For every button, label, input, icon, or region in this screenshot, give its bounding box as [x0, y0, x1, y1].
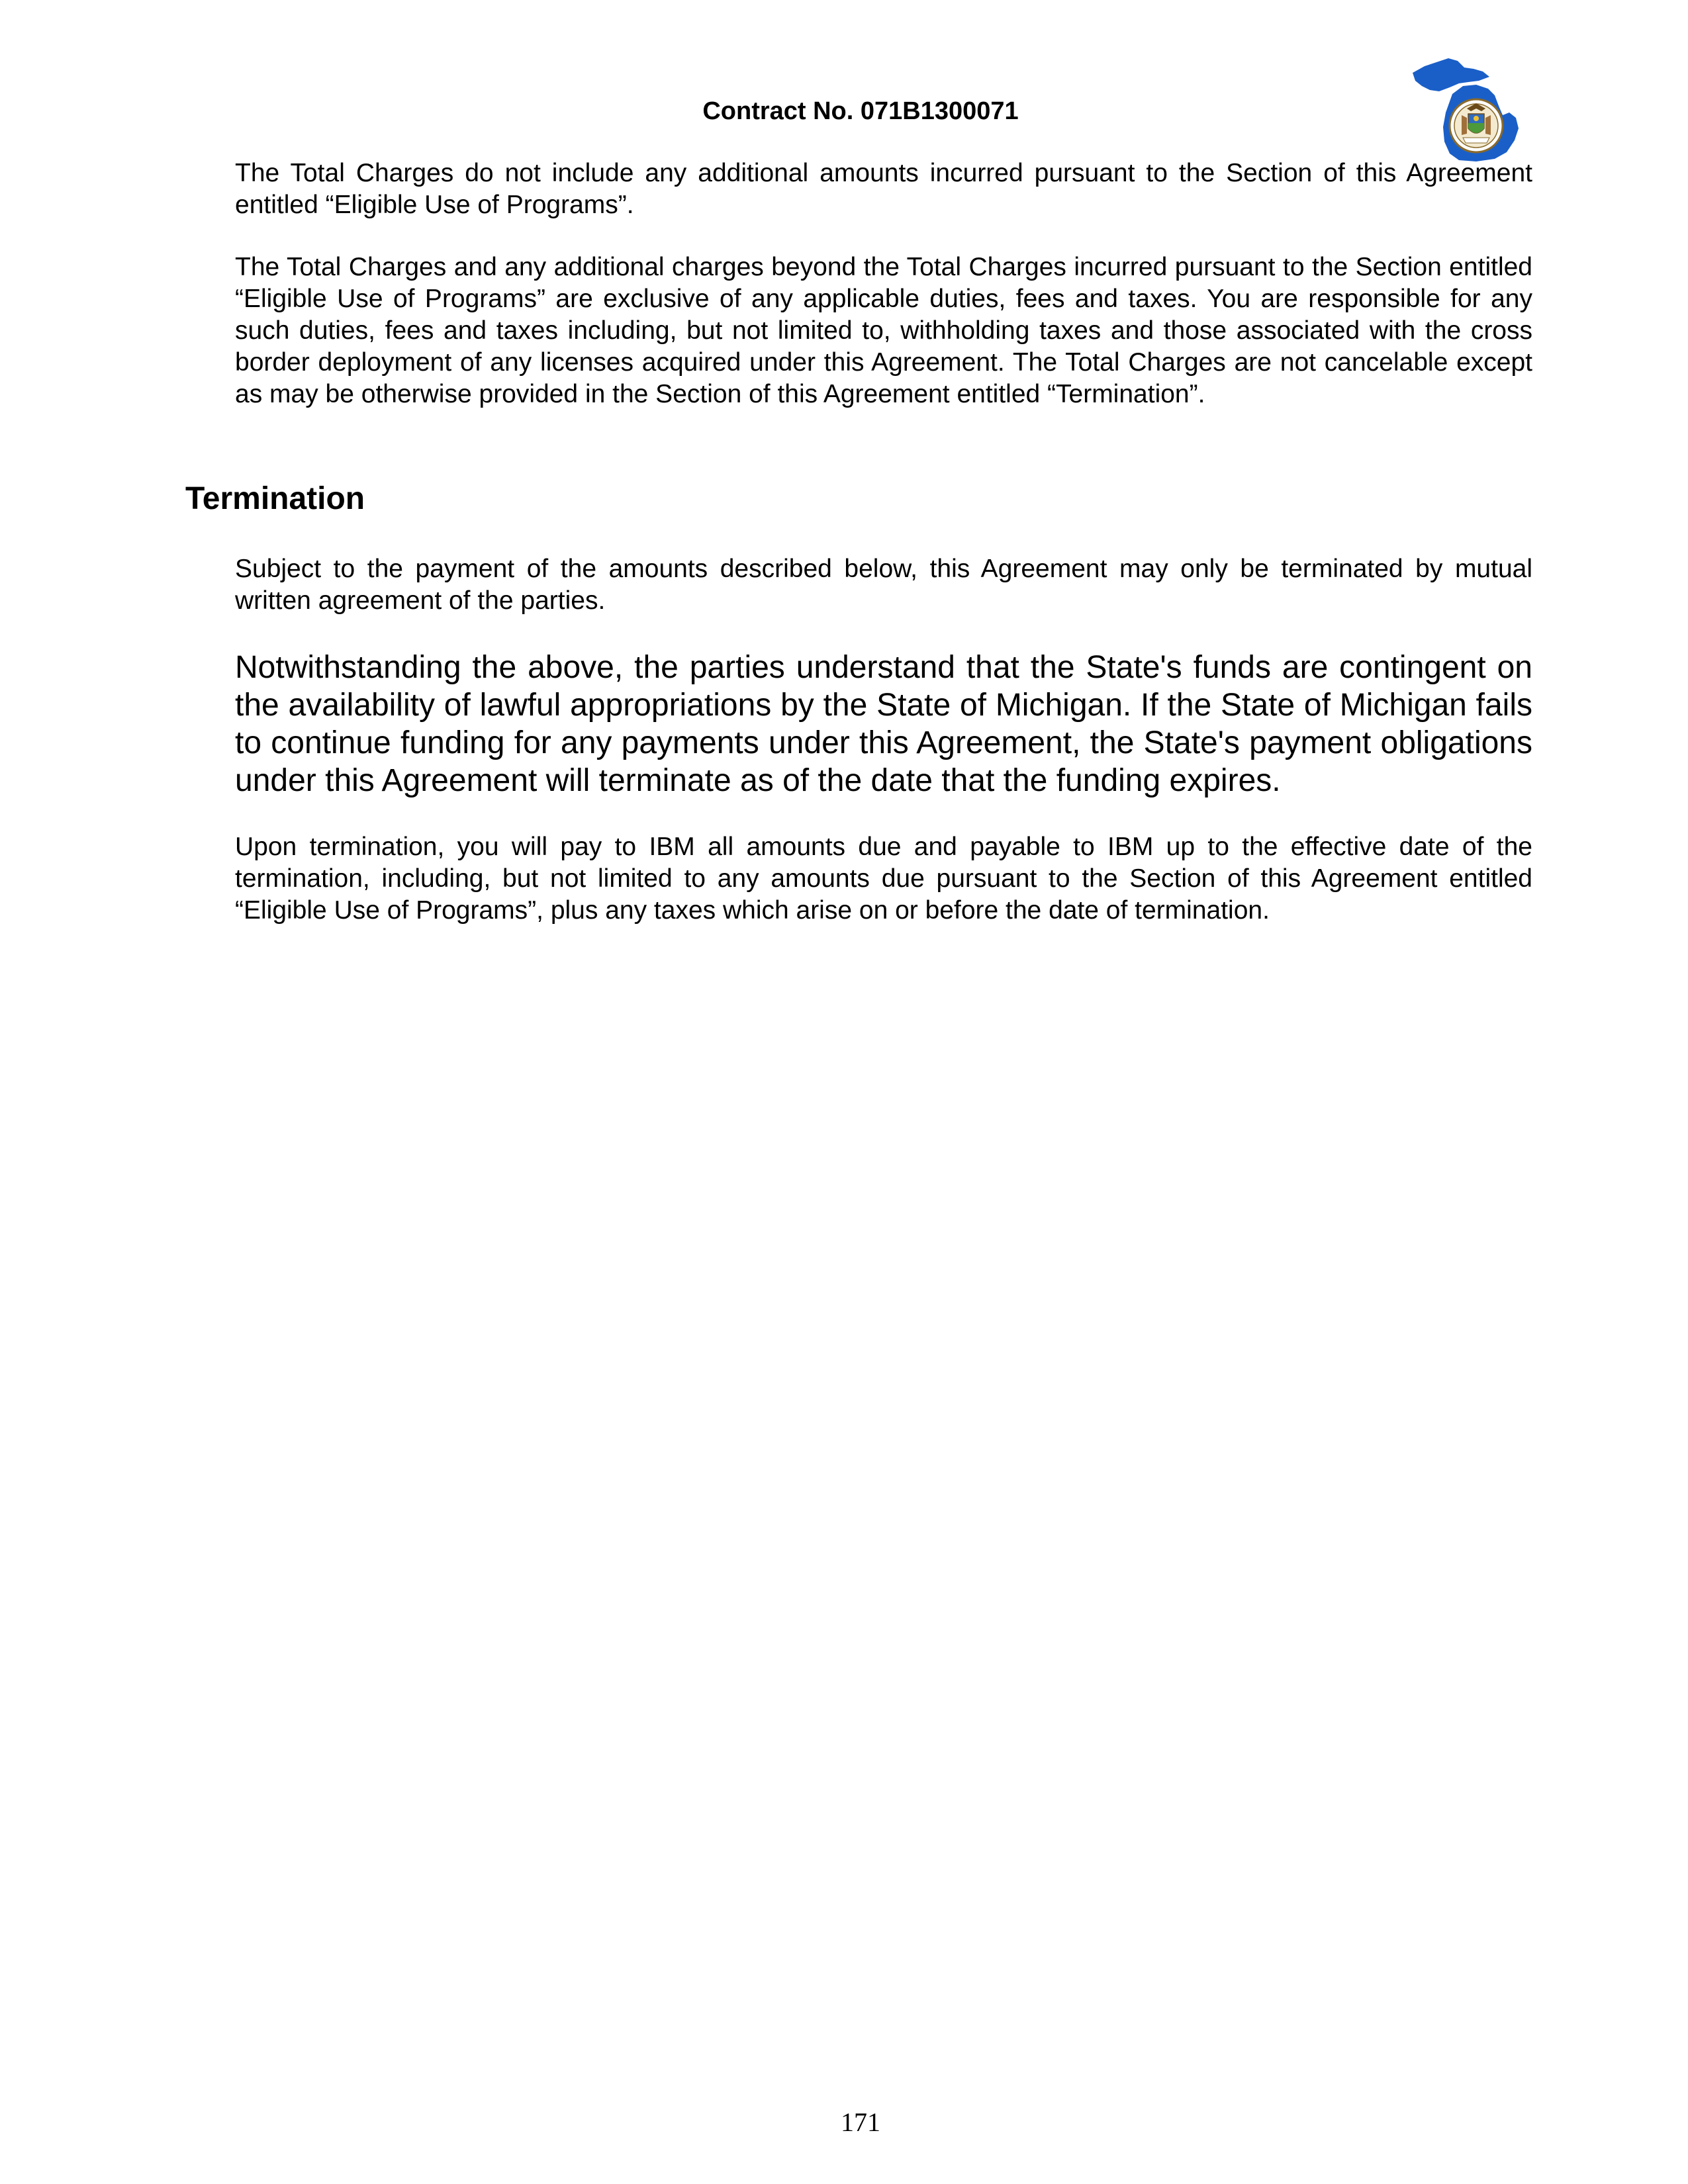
total-charges-exclusion-paragraph: The Total Charges do not include any additional amounts incurred pursuant to the Section of this Agreement entitled “Eligible Use of Programs”.	[235, 159, 1532, 219]
mutual-agreement-paragraph: Subject to the payment of the amounts described below, this Agreement may only be terminated by mutual written agreement of the parties.	[235, 555, 1532, 615]
total-charges-taxes-paragraph: The Total Charges and any additional charges beyond the Total Charges incurred pursuant to the Section entitled “Eligible Use of Programs” are exclusive of any applicable duties, fees and taxes. You are responsible for any such duties, fees and taxes including, but not limited to, withholding taxes and those associated with the cross border deployment of any licenses acquired under this Agreement. The Total Charges are not cancelable except as may be otherwise provided in the Section of this Agreement entitled “Termination”.	[235, 253, 1532, 408]
termination-heading: Termination	[185, 481, 365, 516]
michigan-state-seal-icon	[1410, 54, 1529, 167]
funding-contingency-paragraph: Notwithstanding the above, the parties understand that the State's funds are contingent on the availability of lawful appropriations by the State of Michigan. If the State of Michigan fails to continue funding for any payments under this Agreement, the State's payment obligations under this Agreement will terminate as of the date that the funding expires.	[235, 650, 1532, 798]
page-number: 171	[841, 2107, 880, 2137]
payment-on-termination-paragraph: Upon termination, you will pay to IBM all amounts due and payable to IBM up to the effective date of the termination, including, but not limited to any amounts due pursuant to the Section of this Agreement entitled “Eligible Use of Programs”, plus any taxes which arise on or before the date of termination.	[235, 833, 1532, 925]
contract-number-header: Contract No. 071B1300071	[702, 97, 1019, 125]
